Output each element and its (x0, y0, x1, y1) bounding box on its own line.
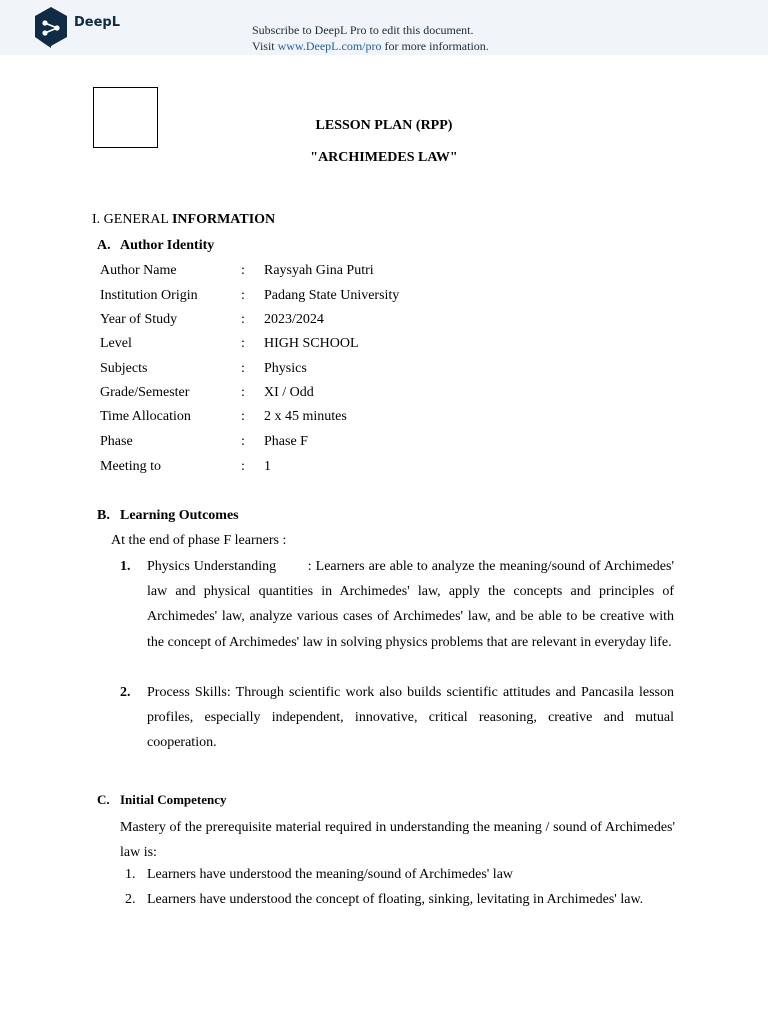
outcomes-intro: At the end of phase F learners : (111, 533, 287, 548)
visit-text: Visit (252, 39, 278, 53)
identity-row (100, 459, 271, 475)
identity-row (100, 434, 308, 450)
identity-colon: : (241, 312, 245, 327)
outcome-number: 1. (120, 559, 131, 574)
document-title: LESSON PLAN (RPP) (315, 118, 453, 133)
identity-label: Author Name (100, 263, 177, 278)
subsection-title: Learning Outcomes (120, 508, 239, 523)
subscribe-line-2 (252, 38, 489, 54)
competency-number: 2. (125, 892, 136, 907)
subsection-letter: A. (97, 238, 111, 253)
subsection-letter: C. (97, 792, 110, 807)
identity-value: 1 (264, 459, 271, 474)
identity-row (100, 385, 314, 401)
identity-row (100, 288, 399, 304)
identity-value: HIGH SCHOOL (264, 336, 359, 351)
identity-row (100, 336, 359, 352)
deepl-brand-name[interactable]: DeepL (74, 15, 121, 30)
identity-label: Subjects (100, 361, 148, 376)
section-general-information (92, 212, 275, 228)
identity-colon: : (241, 361, 245, 376)
subsection-learning-outcomes (97, 508, 239, 524)
competency-intro: Mastery of the prerequisite material required in understanding the meaning / sound of Archimedes' law is: (120, 820, 675, 860)
identity-label: Year of Study (100, 312, 178, 327)
identity-label: Meeting to (100, 459, 162, 474)
competency-number: 1. (125, 867, 136, 882)
identity-colon: : (241, 385, 245, 400)
identity-colon: : (241, 459, 245, 474)
outcome-text: Process Skills: Through scientific work also builds scientific attitudes and Pancasila lesson profiles, especially independent, innovative, critical reasoning, creative and mutual cooperation. (147, 685, 674, 751)
section-bold-word: INFORMATION (171, 212, 276, 227)
identity-colon: : (241, 288, 245, 303)
deepl-logo-icon (33, 6, 69, 48)
identity-label: Level (100, 336, 132, 351)
competency-text: Learners have understood the concept of floating, sinking, levitating in Archimedes' law. (147, 892, 644, 907)
identity-colon: : (241, 263, 245, 278)
identity-value: 2 x 45 minutes (264, 409, 347, 424)
identity-colon: : (241, 434, 245, 449)
subsection-author-identity (97, 238, 214, 254)
identity-value: Raysyah Gina Putri (264, 263, 374, 278)
identity-value: XI / Odd (264, 385, 314, 400)
subsection-title: Author Identity (120, 238, 215, 253)
identity-row (100, 409, 347, 425)
identity-colon: : (241, 409, 245, 424)
outcome-number: 2. (120, 685, 131, 700)
document-subtitle: "ARCHIMEDES LAW" (310, 150, 458, 165)
identity-value: Padang State University (264, 288, 400, 303)
section-prefix: I. GENERAL (92, 212, 172, 227)
subsection-letter: B. (97, 508, 110, 523)
deepl-banner (0, 0, 768, 55)
identity-label: Institution Origin (100, 288, 198, 303)
identity-value: Physics (264, 361, 307, 376)
subscribe-notice (252, 22, 489, 54)
identity-value: 2023/2024 (264, 312, 324, 327)
more-info-text: for more information. (381, 39, 489, 53)
identity-label: Time Allocation (100, 409, 191, 424)
identity-label: Grade/Semester (100, 385, 190, 400)
deepl-pro-link[interactable]: www.DeepL.com/pro (277, 39, 382, 53)
subsection-title: Initial Competency (120, 792, 227, 807)
subscribe-line-1: Subscribe to DeepL Pro to edit this document. (252, 23, 474, 37)
identity-label: Phase (100, 434, 133, 449)
identity-row (100, 312, 324, 328)
identity-row (100, 263, 374, 279)
identity-colon: : (241, 336, 245, 351)
outcome-text: Physics Understanding : Learners are able to analyze the meaning/sound of Archimedes' law and physical quantities in Archimedes' law, apply the concepts and principles of Archimedes' law, analyze various cases of Archimedes' law, and be able to be creative with the concept of Archimedes' law in solving physics problems that are relevant in everyday life. (147, 559, 678, 650)
identity-row (100, 361, 307, 377)
competency-text: Learners have understood the meaning/sound of Archimedes' law (147, 867, 514, 882)
identity-value: Phase F (264, 434, 308, 449)
subsection-initial-competency (97, 792, 227, 808)
